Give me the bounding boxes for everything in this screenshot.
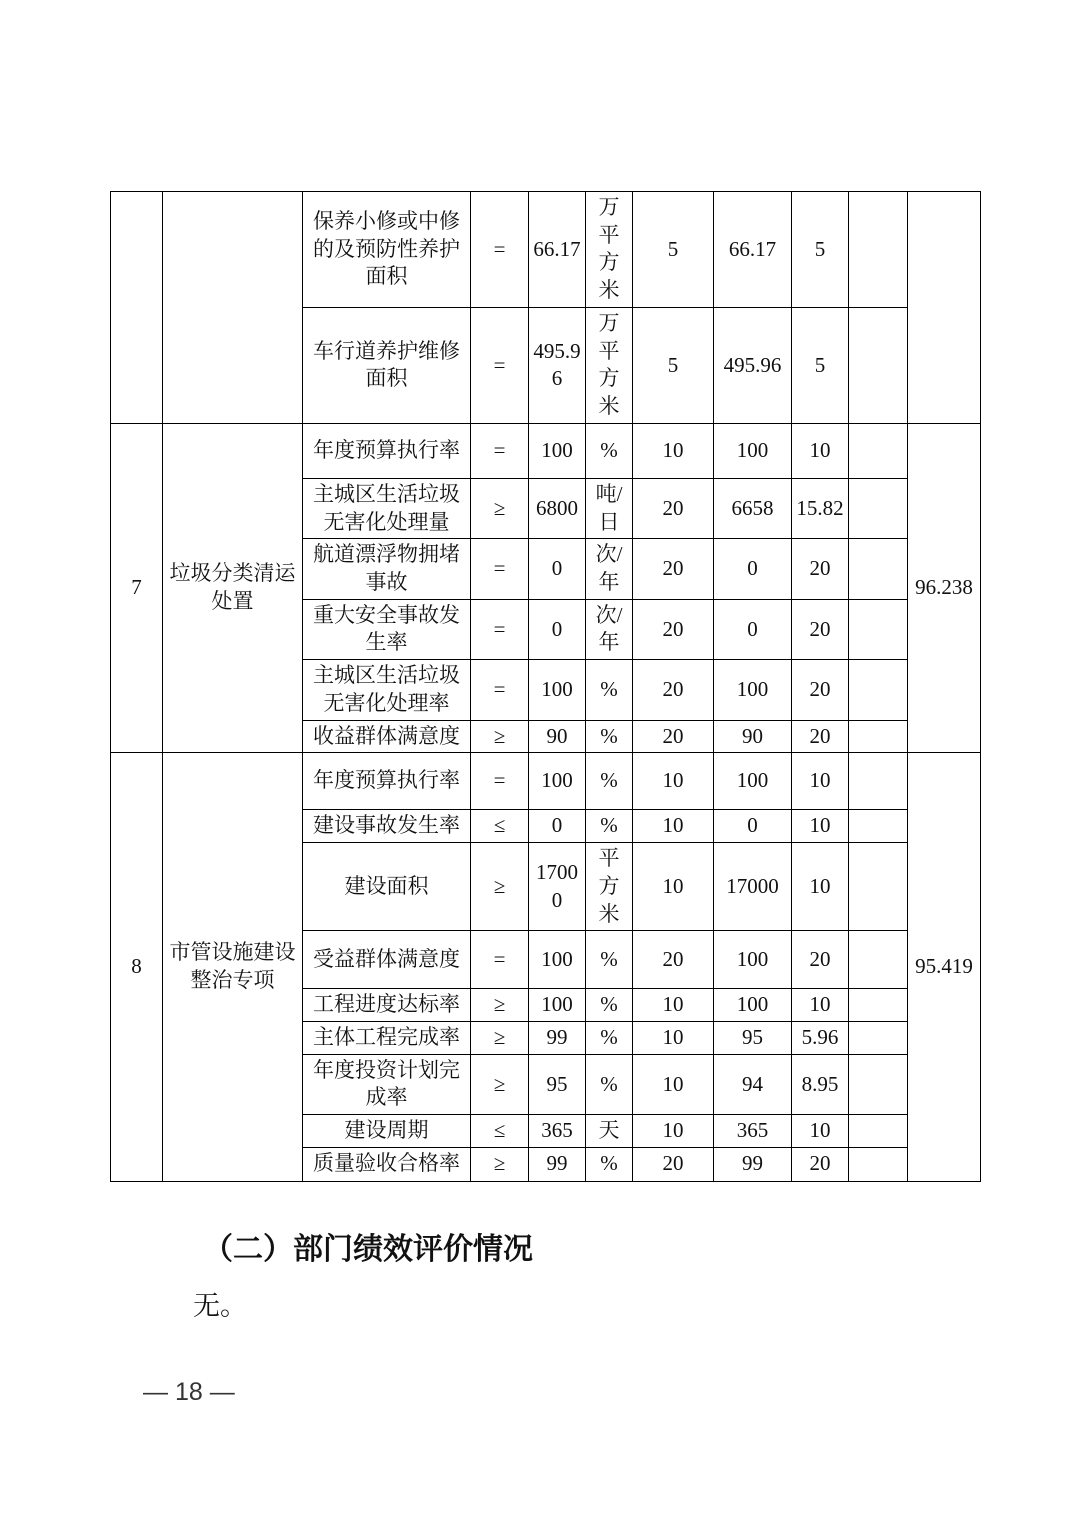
- target-value-cell: 0: [529, 539, 586, 599]
- comparison-operator-cell: =: [471, 753, 529, 810]
- note-cell: [849, 989, 908, 1022]
- comparison-operator-cell: =: [471, 660, 529, 720]
- body-text: 无。: [193, 1291, 247, 1321]
- actual-value-cell: 100: [714, 931, 792, 989]
- actual-value-cell: 0: [714, 599, 792, 659]
- score-cell: 20: [792, 1147, 849, 1181]
- target-value-cell: 66.17: [529, 192, 586, 308]
- target-value-cell: 495.96: [529, 307, 586, 423]
- note-cell: [849, 599, 908, 659]
- actual-value-cell: 90: [714, 720, 792, 753]
- note-cell: [849, 478, 908, 538]
- score-cell: 10: [792, 989, 849, 1022]
- unit-cell: 万平方米: [586, 192, 633, 308]
- actual-value-cell: 100: [714, 660, 792, 720]
- section-total-cell: 95.419: [908, 753, 981, 1181]
- table-row: [111, 753, 981, 810]
- note-cell: [849, 1147, 908, 1181]
- indicator-name-cell: 车行道养护维修面积: [303, 307, 471, 423]
- comparison-operator-cell: =: [471, 307, 529, 423]
- target-value-cell: 99: [529, 1021, 586, 1054]
- unit-cell: %: [586, 931, 633, 989]
- unit-cell: %: [586, 720, 633, 753]
- actual-value-cell: 99: [714, 1147, 792, 1181]
- comparison-operator-cell: =: [471, 539, 529, 599]
- actual-value-cell: 365: [714, 1115, 792, 1148]
- points-cell: 20: [633, 660, 714, 720]
- unit-cell: 平方米: [586, 843, 633, 931]
- unit-cell: 次/年: [586, 539, 633, 599]
- note-cell: [849, 720, 908, 753]
- project-name-cell: [163, 192, 303, 424]
- comparison-operator-cell: =: [471, 599, 529, 659]
- unit-cell: %: [586, 810, 633, 843]
- performance-indicator-table: [110, 191, 981, 1182]
- unit-cell: %: [586, 660, 633, 720]
- score-cell: 5: [792, 192, 849, 308]
- unit-cell: 吨/日: [586, 478, 633, 538]
- note-cell: [849, 1021, 908, 1054]
- note-cell: [849, 307, 908, 423]
- points-cell: 20: [633, 1147, 714, 1181]
- unit-cell: %: [586, 423, 633, 478]
- unit-cell: %: [586, 1054, 633, 1114]
- points-cell: 20: [633, 478, 714, 538]
- indicator-name-cell: 工程进度达标率: [303, 989, 471, 1022]
- comparison-operator-cell: ≥: [471, 843, 529, 931]
- points-cell: 20: [633, 720, 714, 753]
- target-value-cell: 95: [529, 1054, 586, 1114]
- project-name-cell: 市管设施建设整治专项: [163, 753, 303, 1181]
- comparison-operator-cell: =: [471, 192, 529, 308]
- target-value-cell: 100: [529, 753, 586, 810]
- indicator-name-cell: 重大安全事故发生率: [303, 599, 471, 659]
- points-cell: 10: [633, 753, 714, 810]
- table-row: [111, 423, 981, 478]
- comparison-operator-cell: ≤: [471, 810, 529, 843]
- indicator-name-cell: 建设周期: [303, 1115, 471, 1148]
- unit-cell: %: [586, 1147, 633, 1181]
- note-cell: [849, 423, 908, 478]
- comparison-operator-cell: ≤: [471, 1115, 529, 1148]
- table-row: [111, 192, 981, 308]
- indicator-name-cell: 主城区生活垃圾无害化处理率: [303, 660, 471, 720]
- page-number: — 18 —: [143, 1378, 235, 1406]
- note-cell: [849, 660, 908, 720]
- note-cell: [849, 192, 908, 308]
- unit-cell: 万平方米: [586, 307, 633, 423]
- target-value-cell: 365: [529, 1115, 586, 1148]
- unit-cell: %: [586, 753, 633, 810]
- unit-cell: 天: [586, 1115, 633, 1148]
- actual-value-cell: 0: [714, 810, 792, 843]
- points-cell: 5: [633, 307, 714, 423]
- target-value-cell: 17000: [529, 843, 586, 931]
- indicator-name-cell: 建设面积: [303, 843, 471, 931]
- actual-value-cell: 94: [714, 1054, 792, 1114]
- comparison-operator-cell: ≥: [471, 1021, 529, 1054]
- comparison-operator-cell: ≥: [471, 1054, 529, 1114]
- points-cell: 10: [633, 810, 714, 843]
- score-cell: 5: [792, 307, 849, 423]
- points-cell: 10: [633, 1115, 714, 1148]
- actual-value-cell: 100: [714, 423, 792, 478]
- points-cell: 10: [633, 1054, 714, 1114]
- target-value-cell: 99: [529, 1147, 586, 1181]
- score-cell: 5.96: [792, 1021, 849, 1054]
- actual-value-cell: 100: [714, 753, 792, 810]
- table-body: [111, 192, 981, 1182]
- indicator-name-cell: 主城区生活垃圾无害化处理量: [303, 478, 471, 538]
- score-cell: 10: [792, 753, 849, 810]
- score-cell: 10: [792, 1115, 849, 1148]
- indicator-name-cell: 收益群体满意度: [303, 720, 471, 753]
- points-cell: 20: [633, 599, 714, 659]
- score-cell: 20: [792, 660, 849, 720]
- note-cell: [849, 1054, 908, 1114]
- row-index-cell: 7: [111, 423, 163, 752]
- points-cell: 10: [633, 423, 714, 478]
- score-cell: 8.95: [792, 1054, 849, 1114]
- target-value-cell: 6800: [529, 478, 586, 538]
- indicator-name-cell: 受益群体满意度: [303, 931, 471, 989]
- note-cell: [849, 539, 908, 599]
- points-cell: 20: [633, 931, 714, 989]
- note-cell: [849, 843, 908, 931]
- project-name-cell: 垃圾分类清运处置: [163, 423, 303, 752]
- indicator-name-cell: 保养小修或中修的及预防性养护面积: [303, 192, 471, 308]
- actual-value-cell: 17000: [714, 843, 792, 931]
- section-total-cell: [908, 192, 981, 424]
- target-value-cell: 100: [529, 989, 586, 1022]
- indicator-name-cell: 年度预算执行率: [303, 753, 471, 810]
- actual-value-cell: 95: [714, 1021, 792, 1054]
- comparison-operator-cell: ≥: [471, 720, 529, 753]
- section-total-cell: 96.238: [908, 423, 981, 752]
- row-index-cell: 8: [111, 753, 163, 1181]
- actual-value-cell: 100: [714, 989, 792, 1022]
- indicator-name-cell: 建设事故发生率: [303, 810, 471, 843]
- actual-value-cell: 66.17: [714, 192, 792, 308]
- points-cell: 10: [633, 843, 714, 931]
- target-value-cell: 90: [529, 720, 586, 753]
- score-cell: 10: [792, 843, 849, 931]
- comparison-operator-cell: ≥: [471, 1147, 529, 1181]
- target-value-cell: 100: [529, 931, 586, 989]
- score-cell: 10: [792, 423, 849, 478]
- score-cell: 20: [792, 720, 849, 753]
- comparison-operator-cell: =: [471, 423, 529, 478]
- indicator-name-cell: 主体工程完成率: [303, 1021, 471, 1054]
- comparison-operator-cell: ≥: [471, 478, 529, 538]
- indicator-name-cell: 年度投资计划完成率: [303, 1054, 471, 1114]
- score-cell: 15.82: [792, 478, 849, 538]
- actual-value-cell: 6658: [714, 478, 792, 538]
- comparison-operator-cell: ≥: [471, 989, 529, 1022]
- target-value-cell: 100: [529, 423, 586, 478]
- points-cell: 10: [633, 989, 714, 1022]
- unit-cell: %: [586, 1021, 633, 1054]
- section-heading: （二）部门绩效评价情况: [203, 1233, 533, 1266]
- note-cell: [849, 810, 908, 843]
- points-cell: 20: [633, 539, 714, 599]
- unit-cell: %: [586, 989, 633, 1022]
- actual-value-cell: 495.96: [714, 307, 792, 423]
- actual-value-cell: 0: [714, 539, 792, 599]
- comparison-operator-cell: =: [471, 931, 529, 989]
- target-value-cell: 100: [529, 660, 586, 720]
- target-value-cell: 0: [529, 599, 586, 659]
- row-index-cell: [111, 192, 163, 424]
- score-cell: 10: [792, 810, 849, 843]
- unit-cell: 次/年: [586, 599, 633, 659]
- score-cell: 20: [792, 599, 849, 659]
- score-cell: 20: [792, 539, 849, 599]
- note-cell: [849, 753, 908, 810]
- score-cell: 20: [792, 931, 849, 989]
- indicator-name-cell: 质量验收合格率: [303, 1147, 471, 1181]
- points-cell: 5: [633, 192, 714, 308]
- indicator-name-cell: 年度预算执行率: [303, 423, 471, 478]
- points-cell: 10: [633, 1021, 714, 1054]
- note-cell: [849, 1115, 908, 1148]
- indicator-name-cell: 航道漂浮物拥堵事故: [303, 539, 471, 599]
- note-cell: [849, 931, 908, 989]
- target-value-cell: 0: [529, 810, 586, 843]
